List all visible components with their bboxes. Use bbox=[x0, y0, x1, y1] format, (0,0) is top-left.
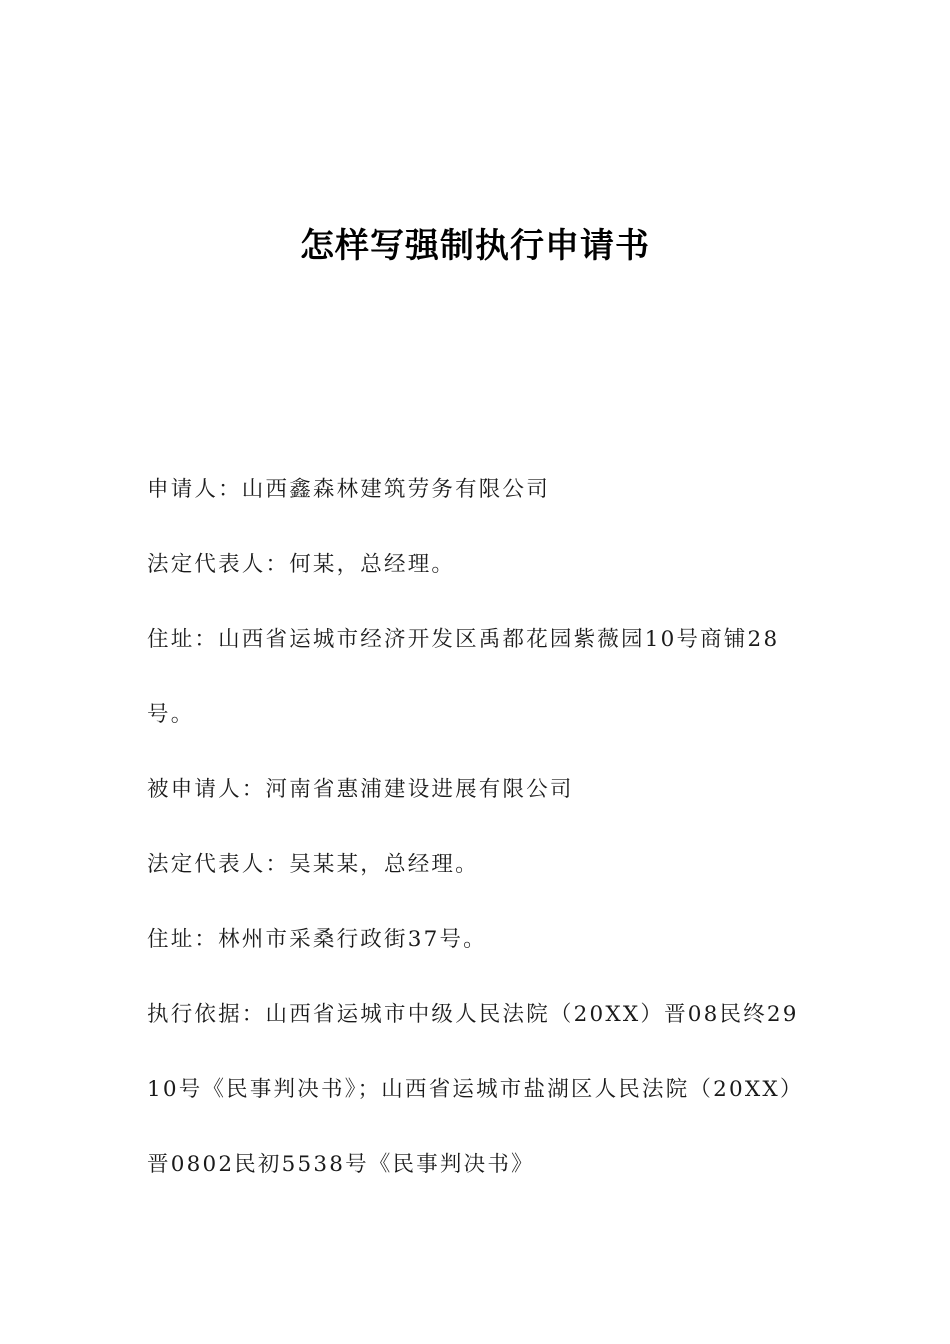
execution-basis-paragraph: 执行依据：山西省运城市中级人民法院（20XX）晋08民终2910号《民事判决书》；山西省运城市盐湖区人民法院（20XX）晋0802民初5538号《民事判决书》 bbox=[147, 1002, 804, 1177]
respondent-legal-representative-paragraph: 法定代表人：吴某某，总经理。 bbox=[147, 852, 479, 877]
respondent-paragraph: 被申请人：河南省惠浦建设进展有限公司 bbox=[147, 777, 574, 802]
applicant-legal-representative-paragraph: 法定代表人：何某，总经理。 bbox=[147, 552, 456, 577]
respondent-address-paragraph: 住址：林州市采桑行政街37号。 bbox=[147, 927, 487, 952]
applicant-paragraph: 申请人：山西鑫森林建筑劳务有限公司 bbox=[147, 477, 550, 502]
document-body bbox=[147, 452, 809, 1202]
document-title: 怎样写强制执行申请书 bbox=[300, 226, 650, 266]
applicant-address-paragraph: 住址：山西省运城市经济开发区禹都花园紫薇园10号商铺28号。 bbox=[147, 627, 780, 727]
